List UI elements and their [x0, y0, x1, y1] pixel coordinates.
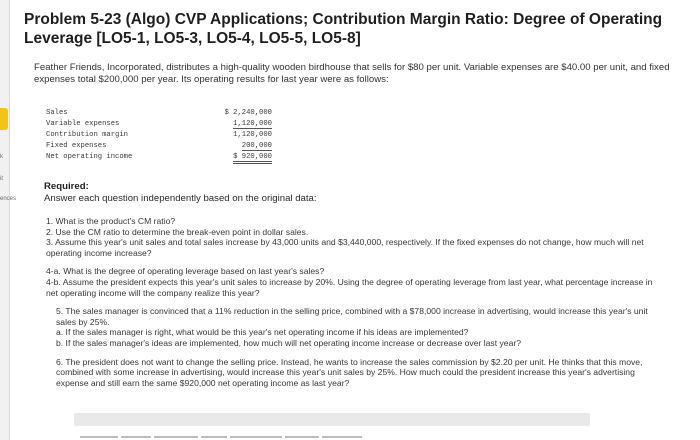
statement-label: Variable expenses [46, 120, 120, 128]
statement-row [46, 108, 272, 119]
required-heading: Required: [44, 181, 89, 192]
income-statement [46, 108, 272, 163]
statement-label: Fixed expenses [46, 142, 107, 150]
question-4b: 4-b. Assume the president expects this year's unit sales to increase by 20%. Using the degree of operating leverage from last year, what percentage increase in net operating income will the company realize this year? [46, 276, 653, 298]
problem-intro: Feather Friends, Incorporated, distributes a high-quality wooden birdhouse that sells for $80 per unit. Variable expenses are $40.00 per unit, and fixed expenses total $200,000 per year. Its operating results for last year were as follows: [34, 62, 670, 85]
question-2: 2. Use the CM ratio to determine the break-even point in dollar sales. [46, 226, 309, 237]
statement-row [46, 152, 272, 163]
question-list [46, 216, 666, 388]
question-5b: b. If the sales manager's ideas are implemented, how much will net operating income increase or decrease over last year? [56, 337, 521, 348]
statement-amount: 1,120,000 [233, 131, 272, 139]
question-3: 3. Assume this year's unit sales and total sales increase by 43,000 units and $3,440,000, respectively. If the fixed expenses do not change, how much will net operating income increase? [46, 237, 644, 258]
clipped-text-line [80, 433, 390, 440]
adjacent-panel-edge [0, 0, 10, 440]
question-6: 6. The president does not want to change the selling price. Instead, he wants to increase the sales commission by $2.20 per unit. He thinks that this move, combined with some increase in advertising, would increase this year's unit sales by 25%. How much could the president increase this year's advertising expense and still earn the same $920,000 net operating income as last year? [56, 356, 643, 388]
statement-row [46, 119, 272, 130]
statement-amount: $ 2,240,000 [224, 109, 272, 117]
question-4a: 4-a. What is the degree of operating leverage based on last year's sales? [46, 266, 325, 277]
adjacent-panel-text: k [0, 154, 3, 160]
statement-row [46, 141, 272, 152]
statement-amount: $ 920,000 [233, 153, 272, 164]
answer-area-bar[interactable] [74, 413, 590, 426]
adjacent-panel-text: it [0, 176, 3, 182]
problem-title: Problem 5-23 (Algo) CVP Applications; Contribution Margin Ratio: Degree of Operating Leverage [LO5-1, LO5-3, LO5-4, LO5-5, LO5-8] [24, 11, 663, 47]
adjacent-panel-tab[interactable] [0, 108, 8, 130]
required-section [44, 181, 317, 205]
statement-label: Net operating income [46, 153, 133, 161]
adjacent-panel-text: ences [0, 196, 17, 202]
question-5: 5. The sales manager is convinced that a 11% reduction in the selling price, combined with a $78,000 increase in advertising, would increase this year's unit sales by 25%. [56, 306, 648, 327]
question-1: 1. What is the product's CM ratio? [46, 216, 176, 226]
statement-label: Sales [46, 109, 68, 117]
statement-row [46, 130, 272, 141]
question-5a: a. If the sales manager is right, what would be this year's net operating income if his ideas are implemented? [56, 327, 469, 338]
statement-label: Contribution margin [46, 131, 128, 139]
required-instruction: Answer each question independently based on the original data: [44, 193, 317, 204]
statement-amount: 200,000 [241, 142, 272, 150]
statement-amount: 1,120,000 [233, 120, 272, 128]
